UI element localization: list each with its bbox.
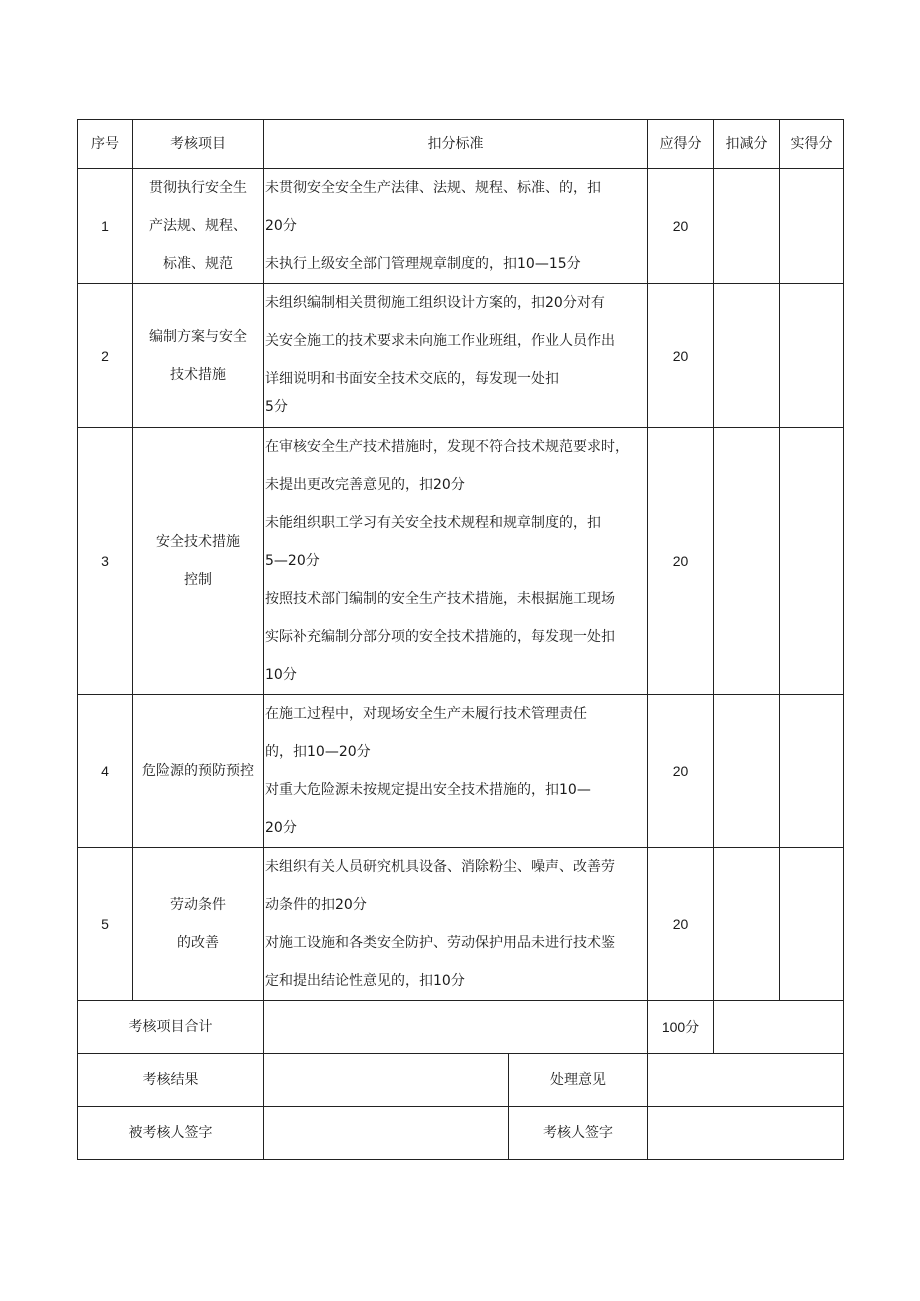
result-label: 考核结果	[78, 1054, 264, 1107]
criteria-line: 20分	[265, 218, 297, 234]
row-actual	[780, 169, 844, 284]
row-deduction	[714, 428, 780, 695]
row-score: 20	[648, 169, 714, 284]
result-row	[78, 1054, 844, 1107]
row-item	[133, 169, 264, 284]
examinee-sign-value[interactable]	[264, 1107, 509, 1160]
criteria-line: 按照技术部门编制的安全生产技术措施，未根据施工现场	[265, 591, 615, 607]
signature-row	[78, 1107, 844, 1160]
item-line: 危险源的预防预控	[142, 763, 254, 779]
item-line: 的改善	[177, 935, 219, 951]
total-score: 100分	[648, 1001, 714, 1054]
row-actual	[780, 284, 844, 428]
row-actual	[780, 428, 844, 695]
row-deduction	[714, 848, 780, 1001]
item-line: 产法规、规程、	[149, 218, 247, 234]
header-criteria: 扣分标准	[264, 120, 648, 169]
header-actual-score: 实得分	[780, 120, 844, 169]
row-item	[133, 428, 264, 695]
table-row	[78, 169, 844, 284]
table-row	[78, 848, 844, 1001]
row-criteria	[264, 169, 648, 284]
row-index: 1	[78, 169, 133, 284]
row-score: 20	[648, 695, 714, 848]
item-line: 贯彻执行安全生	[149, 180, 247, 196]
row-deduction	[714, 284, 780, 428]
opinion-label: 处理意见	[509, 1054, 648, 1107]
criteria-line: 未执行上级安全部门管理规章制度的，扣10—15分	[265, 256, 581, 272]
criteria-line: 关安全施工的技术要求未向施工作业班组，作业人员作出	[265, 333, 615, 349]
row-item	[133, 284, 264, 428]
criteria-line: 未组织编制相关贯彻施工组织设计方案的，扣20分对有	[265, 295, 605, 311]
row-criteria	[264, 428, 648, 695]
row-deduction	[714, 169, 780, 284]
criteria-line: 5—20分	[265, 553, 320, 569]
item-line: 控制	[184, 572, 212, 588]
item-line: 标准、规范	[163, 256, 233, 272]
item-line: 安全技术措施	[156, 534, 240, 550]
table-row	[78, 695, 844, 848]
criteria-line: 动条件的扣20分	[265, 897, 367, 913]
row-index: 4	[78, 695, 133, 848]
total-row	[78, 1001, 844, 1054]
row-item	[133, 695, 264, 848]
criteria-line: 在施工过程中，对现场安全生产未履行技术管理责任	[265, 706, 587, 722]
criteria-line: 未组织有关人员研究机具设备、消除粉尘、噪声、改善劳	[265, 859, 615, 875]
examinee-sign-label: 被考核人签字	[78, 1107, 264, 1160]
row-index: 2	[78, 284, 133, 428]
criteria-line: 对施工设施和各类安全防护、劳动保护用品未进行技术鉴	[265, 935, 615, 951]
header-deduction: 扣减分	[714, 120, 780, 169]
item-line: 技术措施	[170, 366, 226, 383]
examiner-sign-label: 考核人签字	[509, 1107, 648, 1160]
criteria-line: 的，扣10—20分	[265, 744, 371, 760]
criteria-line: 未能组织职工学习有关安全技术规程和规章制度的，扣	[265, 515, 601, 531]
row-deduction	[714, 695, 780, 848]
criteria-line: 对重大危险源未按规定提出安全技术措施的，扣10—	[265, 782, 591, 798]
criteria-line: 详细说明和书面安全技术交底的，每发现一处扣	[265, 371, 559, 387]
row-actual	[780, 695, 844, 848]
table-row	[78, 428, 844, 695]
item-line: 劳动条件	[170, 897, 226, 913]
row-score: 20	[648, 848, 714, 1001]
row-score: 20	[648, 284, 714, 428]
criteria-line: 10分	[265, 667, 297, 683]
criteria-line: 20分	[265, 820, 297, 836]
row-actual	[780, 848, 844, 1001]
row-index: 5	[78, 848, 133, 1001]
criteria-line: 未提出更改完善意见的，扣20分	[265, 477, 465, 493]
criteria-line: 未贯彻安全安全生产法律、法规、规程、标准、的，扣	[265, 180, 601, 196]
assessment-table	[77, 119, 844, 1160]
header-should-score: 应得分	[648, 120, 714, 169]
header-item: 考核项目	[133, 120, 264, 169]
criteria-line: 实际补充编制分部分项的安全技术措施的，每发现一处扣	[265, 629, 615, 645]
item-line: 编制方案与安全	[149, 328, 247, 345]
table-row	[78, 284, 844, 428]
row-index: 3	[78, 428, 133, 695]
total-deduction-actual	[714, 1001, 844, 1054]
result-value[interactable]	[264, 1054, 509, 1107]
row-criteria	[264, 284, 648, 428]
examiner-sign-value[interactable]	[648, 1107, 844, 1160]
row-score: 20	[648, 428, 714, 695]
criteria-line: 5分	[265, 399, 288, 415]
opinion-value[interactable]	[648, 1054, 844, 1107]
total-blank	[264, 1001, 648, 1054]
row-criteria	[264, 848, 648, 1001]
row-item	[133, 848, 264, 1001]
header-index: 序号	[78, 120, 133, 169]
total-label: 考核项目合计	[78, 1001, 264, 1054]
criteria-line: 定和提出结论性意见的，扣10分	[265, 973, 465, 989]
criteria-line: 在审核安全生产技术措施时，发现不符合技术规范要求时，	[265, 439, 629, 455]
header-row	[78, 120, 844, 169]
row-criteria	[264, 695, 648, 848]
